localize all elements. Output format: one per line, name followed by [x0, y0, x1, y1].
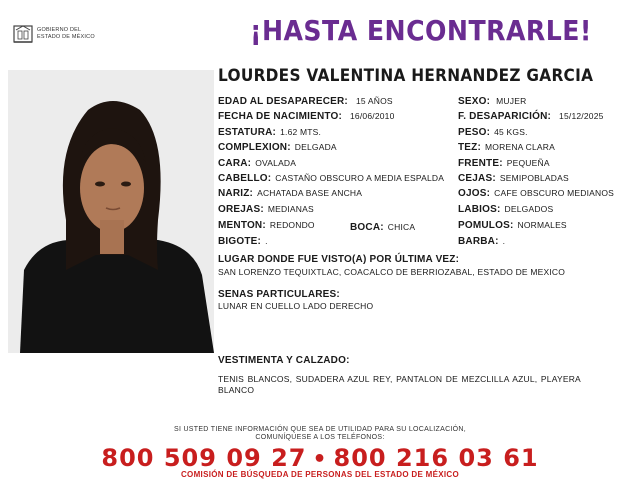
field-value: 15 AÑOS [355, 96, 393, 106]
field-value: CASTAÑO OBSCURO A MEDIA ESPALDA [275, 173, 445, 183]
field-boca [350, 222, 415, 233]
field-label: EDAD AL DESAPARECER: [218, 96, 348, 107]
field-tez [458, 142, 555, 153]
logo-text [37, 27, 95, 40]
phone-separator: • [312, 447, 328, 472]
field-label: CARA: [218, 158, 252, 169]
field-orejas [218, 204, 314, 215]
field-label: FRENTE: [458, 158, 503, 169]
field-fecha-nacimiento [218, 111, 395, 122]
field-label: SEXO: [458, 96, 491, 107]
senas-text: LUNAR EN CUELLO LADO DERECHO [218, 301, 374, 311]
headline: ¡HASTA ENCONTRARLE! [250, 14, 592, 47]
field-label: LABIOS: [458, 204, 501, 215]
field-menton [218, 220, 315, 231]
field-value: NORMALES [517, 220, 567, 230]
field-value: SEMIPOBLADAS [499, 173, 569, 183]
field-value: DELGADA [294, 142, 337, 152]
field-label: ESTATURA: [218, 127, 277, 138]
senas-title: SENAS PARTICULARES: [218, 289, 340, 300]
field-cara [218, 158, 296, 169]
commission-name: COMISIÓN DE BÚSQUEDA DE PERSONAS DEL ESTADO DE MÉXICO [180, 470, 459, 479]
field-value: CHICA [387, 222, 416, 232]
field-labios [458, 204, 553, 215]
field-label: BARBA: [458, 236, 499, 247]
field-label: COMPLEXION: [218, 142, 291, 153]
person-portrait-icon [8, 70, 214, 353]
footer-info-line-2: COMUNÍQUESE A LOS TELÉFONOS: [255, 434, 385, 441]
logo-text-line-2: ESTADO DE MÉXICO [37, 33, 95, 40]
field-bigote [218, 236, 268, 247]
field-value: PEQUEÑA [506, 158, 550, 168]
field-label: F. DESAPARICIÓN: [458, 111, 552, 122]
government-logo [12, 22, 122, 48]
field-barba [458, 236, 505, 247]
field-label: OREJAS: [218, 204, 264, 215]
field-value: DELGADOS [504, 204, 554, 214]
field-value: 16/06/2010 [350, 111, 395, 121]
field-label: PESO: [458, 127, 491, 138]
field-value: MEDIANAS [267, 204, 314, 214]
field-value: OVALADA [255, 158, 297, 168]
field-label: BIGOTE: [218, 236, 262, 247]
phone-1: 800 509 09 27 [101, 444, 307, 472]
field-estatura [218, 127, 321, 138]
field-sexo [458, 96, 526, 107]
logo-text-line-1: GOBIERNO DEL [37, 27, 82, 33]
field-value: ACHATADA BASE ANCHA [257, 188, 363, 198]
field-value: MUJER [496, 96, 527, 106]
field-value: . [265, 236, 268, 246]
coat-of-arms-icon [12, 22, 34, 46]
field-pomulos [458, 220, 567, 231]
field-label: TEZ: [458, 142, 482, 153]
field-cabello [218, 173, 444, 184]
field-label: CEJAS: [458, 173, 496, 184]
vestimenta-text: TENIS BLANCOS, SUDADERA AZUL REY, PANTALON DE MEZCLILLA AZUL, PLAYERA BLANCO [218, 374, 581, 395]
field-label: NARIZ: [218, 188, 254, 199]
field-label: BOCA: [350, 222, 384, 233]
vestimenta-title: VESTIMENTA Y CALZADO: [218, 355, 350, 366]
field-ojos [458, 188, 614, 199]
field-label: OJOS: [458, 188, 491, 199]
field-f-desaparicion [458, 111, 604, 122]
field-edad [218, 96, 393, 107]
field-frente [458, 158, 550, 169]
lugar-text: SAN LORENZO TEQUIXTLAC, COACALCO DE BERRIOZABAL, ESTADO DE MEXICO [218, 267, 566, 277]
field-value: CAFE OBSCURO MEDIANOS [494, 188, 615, 198]
field-value: 1.62 MTS. [280, 127, 322, 137]
lugar-title: LUGAR DONDE FUE VISTO(A) POR ÚLTIMA VEZ: [218, 254, 460, 265]
field-label: POMULOS: [458, 220, 514, 231]
field-cejas [458, 173, 569, 184]
field-value: 45 KGS. [494, 127, 528, 137]
field-value: REDONDO [269, 220, 315, 230]
person-photo [8, 70, 214, 353]
field-value: MORENA CLARA [485, 142, 555, 152]
field-value: 15/12/2025 [559, 111, 604, 121]
footer-info-line-1: SI USTED TIENE INFORMACIÓN QUE SEA DE UTILIDAD PARA SU LOCALIZACIÓN, [173, 426, 467, 433]
field-value: . [502, 236, 506, 246]
field-nariz [218, 188, 362, 199]
phone-numbers [0, 444, 640, 472]
field-label: MENTON: [218, 220, 266, 231]
field-label: FECHA DE NACIMIENTO: [218, 111, 342, 122]
field-complexion [218, 142, 337, 153]
field-label: CABELLO: [218, 173, 272, 184]
phone-2: 800 216 03 61 [333, 444, 539, 472]
field-peso [458, 127, 528, 138]
person-name: LOURDES VALENTINA HERNANDEZ GARCIA [218, 66, 594, 85]
